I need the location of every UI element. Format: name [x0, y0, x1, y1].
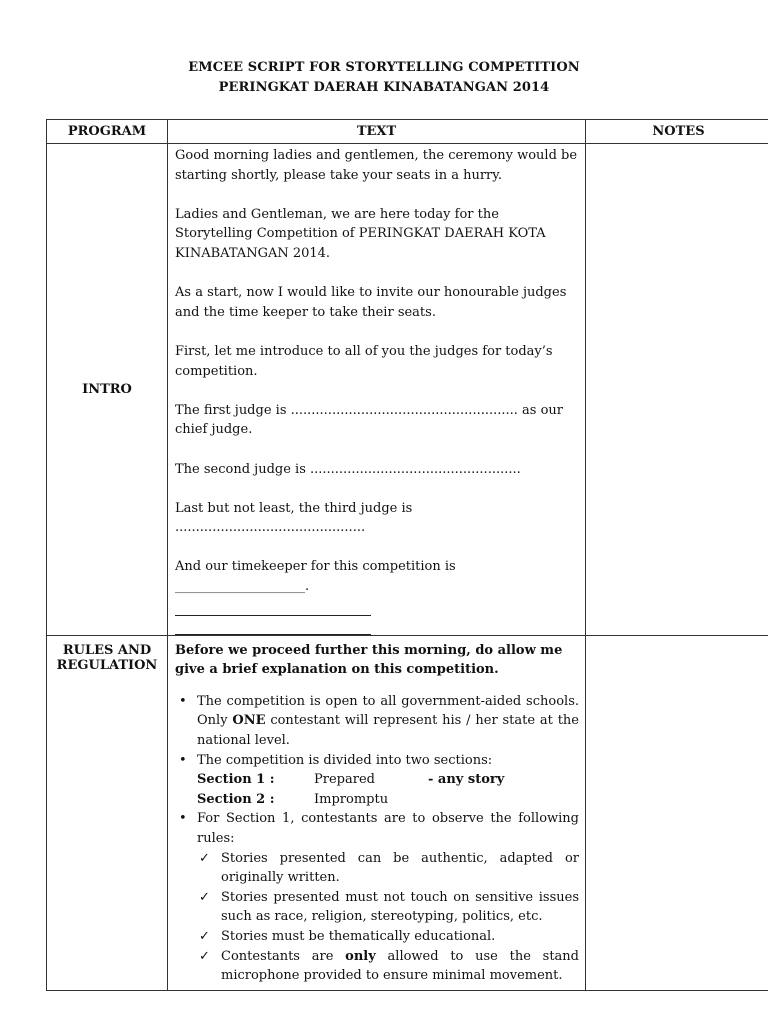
header-text: TEXT: [168, 120, 586, 144]
document-title: EMCEE SCRIPT FOR STORYTELLING COMPETITION: [188, 60, 580, 75]
intro-paragraph-7: Last but not least, the third judge is ..............................................: [175, 500, 413, 536]
program-intro: INTRO: [47, 144, 168, 636]
document-subtitle: PERINGKAT DAERAH KINABATANGAN 2014: [218, 80, 550, 95]
bullet-icon: •: [179, 752, 187, 768]
text-rules: [168, 635, 586, 990]
blank-line: [175, 616, 371, 635]
intro-paragraph-5: The first judge is ....................................................... as our chief judge.: [175, 402, 563, 438]
checkmark-icon: ✓: [199, 889, 210, 905]
table-row-intro: [47, 144, 768, 636]
notes-intro: [586, 144, 768, 636]
header-notes: NOTES: [586, 120, 768, 144]
check-item: ✓ Stories must be thematically educational.: [197, 927, 579, 947]
intro-paragraph-6: The second judge is ...................................................: [175, 461, 521, 477]
header-program: PROGRAM: [47, 120, 168, 144]
intro-paragraph-1: Good morning ladies and gentlemen, the ceremony would be starting shortly, please take your seats in a hurry.: [175, 148, 578, 183]
checkmark-icon: ✓: [199, 850, 210, 866]
section-1-row: Section 1 : Prepared - any story: [197, 772, 505, 788]
list-item: • For Section 1, contestants are to observe the following rules: ✓ Stories presented can be authentic, adapted or originally written. ✓ Stories presented must not touch on sensitive issues such as race, religion, stereotyping, politics, etc. ✓ Stories must be thematically educational. ✓ Contestants are only allowed to use the stand microphone provided to ensure minimal movement.: [175, 809, 579, 985]
intro-paragraph-3: As a start, now I would like to invite our honourable judges and the time keeper to take their seats.: [175, 285, 567, 320]
script-table: [46, 119, 768, 991]
blank-line: [175, 597, 371, 616]
check-item: ✓ Stories presented can be authentic, adapted or originally written.: [199, 850, 579, 886]
list-item: • The competition is divided into two sections: Section 1 : Prepared - any story Section 2 : Impromptu: [175, 751, 579, 810]
intro-paragraph-2: Ladies and Gentleman, we are here today for the Storytelling Competition of PERINGKAT DAERAH KOTA KINABATANGAN 2014.: [175, 206, 546, 261]
text-intro: [168, 144, 586, 636]
rules-intro: Before we proceed further this morning, do allow me give a brief explanation on this competition.: [175, 642, 563, 678]
bullet-icon: •: [179, 693, 187, 709]
bullet-icon: •: [179, 811, 187, 827]
check-item: ✓ Contestants are only allowed to use the stand microphone provided to ensure minimal movement.: [199, 948, 579, 984]
table-row-rules: [47, 635, 768, 990]
checkmark-icon: ✓: [199, 928, 210, 944]
check-item: ✓ Stories presented must not touch on sensitive issues such as race, religion, stereotyping, politics, etc.: [199, 889, 579, 925]
program-rules: RULES AND REGULATION: [47, 635, 168, 990]
intro-paragraph-4: First, let me introduce to all of you the judges for today’s competition.: [175, 343, 553, 379]
table-header-row: [47, 120, 768, 144]
list-item: • The competition is open to all government-aided schools. Only ONE contestant will represent his / her state at the national level.: [179, 693, 579, 749]
section-2-row: Section 2 : Impromptu: [197, 791, 389, 807]
checkmark-icon: ✓: [199, 948, 210, 964]
notes-rules: [586, 635, 768, 990]
intro-paragraph-8: And our timekeeper for this competition is ____________________.: [175, 559, 456, 595]
